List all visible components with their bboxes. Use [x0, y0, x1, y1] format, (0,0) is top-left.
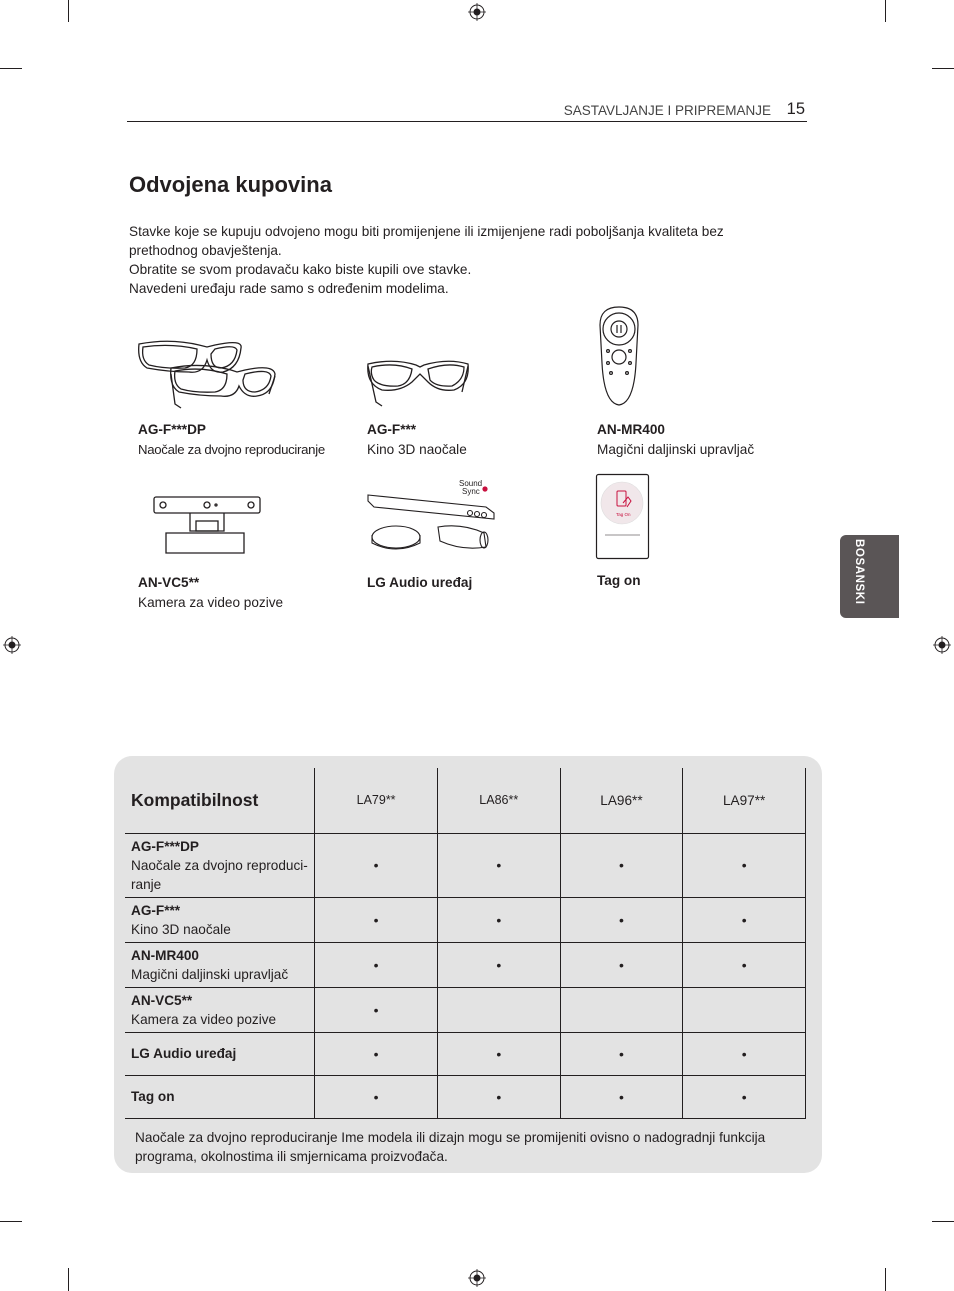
language-tab — [840, 535, 899, 618]
crop-mark — [885, 0, 886, 22]
row-description: Magični daljinski upravljač — [131, 966, 289, 982]
compat-mark — [437, 987, 560, 1032]
video-camera-illustration — [152, 495, 262, 557]
compatibility-title: Kompatibilnost — [125, 768, 315, 833]
cinema-3d-glasses-illustration — [364, 358, 474, 410]
lg-audio-illustration — [366, 477, 496, 551]
compat-mark: • — [560, 1032, 683, 1075]
row-model: LG Audio uređaj — [131, 1046, 237, 1061]
row-model: Tag on — [131, 1089, 175, 1104]
dual-play-glasses-illustration — [135, 338, 280, 410]
compat-mark: • — [683, 942, 806, 987]
row-label — [125, 1075, 315, 1118]
compat-mark — [683, 987, 806, 1032]
row-label — [125, 942, 315, 987]
table-row — [125, 987, 806, 1032]
compat-mark: • — [315, 897, 438, 942]
intro-paragraph: Stavke koje se kupuju odvojeno mogu biti promijenjene ili izmijenjene radi poboljšanja kvaliteta bez prethodnog obavještenja. — [129, 224, 724, 258]
registration-mark-icon — [468, 3, 486, 21]
item-video-camera — [138, 573, 358, 613]
page-title: Odvojena kupovina — [129, 172, 332, 197]
compat-mark: • — [437, 1032, 560, 1075]
row-label — [125, 833, 315, 897]
table-row — [125, 1075, 806, 1118]
compat-mark: • — [437, 833, 560, 897]
item-model: AN-VC5** — [138, 575, 200, 590]
compatibility-table — [125, 768, 806, 1119]
compat-mark: • — [683, 833, 806, 897]
compat-mark: • — [683, 1075, 806, 1118]
intro-paragraph: Obratite se svom prodavaču kako biste kupili ove stavke. — [129, 262, 472, 277]
item-description: Magični daljinski upravljač — [597, 442, 755, 457]
compat-mark: • — [560, 833, 683, 897]
table-row — [125, 1032, 806, 1075]
item-description: Kino 3D naočale — [367, 442, 467, 457]
compat-mark: • — [437, 897, 560, 942]
item-model: LG Audio uređaj — [367, 575, 473, 590]
compat-mark: • — [315, 1075, 438, 1118]
magic-remote-illustration — [596, 305, 642, 409]
page-header — [127, 100, 807, 122]
crop-mark — [885, 1268, 886, 1291]
column-header: LA96** — [560, 768, 683, 833]
compat-mark: • — [437, 942, 560, 987]
sound-sync-label: Sync — [462, 487, 480, 496]
item-description: Naočale za dvojno reproduciranje — [138, 442, 325, 457]
row-model: AG-F***DP — [131, 838, 199, 854]
intro-text — [129, 222, 789, 298]
item-cinema-3d-glasses — [367, 420, 577, 460]
sound-sync-label: Sound — [459, 479, 483, 488]
compat-mark: • — [683, 897, 806, 942]
compat-mark: • — [560, 897, 683, 942]
crop-mark — [932, 68, 954, 69]
item-model: Tag on — [597, 573, 641, 588]
compat-mark: • — [315, 942, 438, 987]
item-description: Kamera za video pozive — [138, 595, 284, 610]
crop-mark — [932, 1221, 954, 1222]
column-header: LA79** — [315, 768, 438, 833]
table-row — [125, 897, 806, 942]
compatibility-panel — [114, 756, 822, 1173]
item-model: AG-F***DP — [138, 422, 206, 437]
compat-mark: • — [315, 1032, 438, 1075]
compat-mark: • — [437, 1075, 560, 1118]
compatibility-note: Naočale za dvojno reproduciranje Ime modela ili dizajn mogu se promijeniti ovisno o nadogradnji funkcija programa, okolnostima ili smjernicama proizvođača. — [135, 1130, 766, 1164]
row-model: AG-F*** — [131, 902, 181, 918]
compat-mark: • — [315, 833, 438, 897]
crop-mark — [0, 1221, 22, 1222]
row-label — [125, 987, 315, 1032]
compat-mark: • — [315, 987, 438, 1032]
compat-mark — [560, 987, 683, 1032]
item-tag-on — [597, 571, 807, 591]
column-header: LA97** — [683, 768, 806, 833]
row-description: Kamera za video pozive — [131, 1011, 277, 1027]
registration-mark-icon — [468, 1269, 486, 1287]
item-dual-play-glasses — [138, 420, 358, 460]
header-section-title: SASTAVLJANJE I PRIPREMANJE — [563, 103, 771, 118]
row-label — [125, 1032, 315, 1075]
page-number: 15 — [786, 100, 805, 118]
registration-mark-icon — [933, 636, 951, 654]
row-model: AN-MR400 — [131, 947, 199, 963]
tag-on-illustration — [595, 473, 651, 561]
row-label — [125, 897, 315, 942]
item-lg-audio — [367, 573, 577, 593]
table-row — [125, 833, 806, 897]
intro-paragraph: Navedeni uređaju rade samo s određenim modelima. — [129, 281, 449, 296]
crop-mark — [68, 0, 69, 22]
compat-mark: • — [560, 942, 683, 987]
tag-on-small-label: Tag On — [616, 512, 631, 517]
compat-mark: • — [560, 1075, 683, 1118]
language-tab-label: BOSANSKI — [853, 539, 865, 605]
crop-mark — [68, 1268, 69, 1291]
item-model: AG-F*** — [367, 422, 417, 437]
item-magic-remote — [597, 420, 807, 460]
table-header-row — [125, 768, 806, 833]
column-header: LA86** — [437, 768, 560, 833]
row-model: AN-VC5** — [131, 992, 193, 1008]
item-model: AN-MR400 — [597, 422, 665, 437]
row-description: Kino 3D naočale — [131, 921, 231, 937]
row-description: Naočale za dvojno reproduci-ranje — [131, 857, 308, 892]
compat-mark: • — [683, 1032, 806, 1075]
crop-mark — [0, 68, 22, 69]
table-row — [125, 942, 806, 987]
registration-mark-icon — [3, 636, 21, 654]
